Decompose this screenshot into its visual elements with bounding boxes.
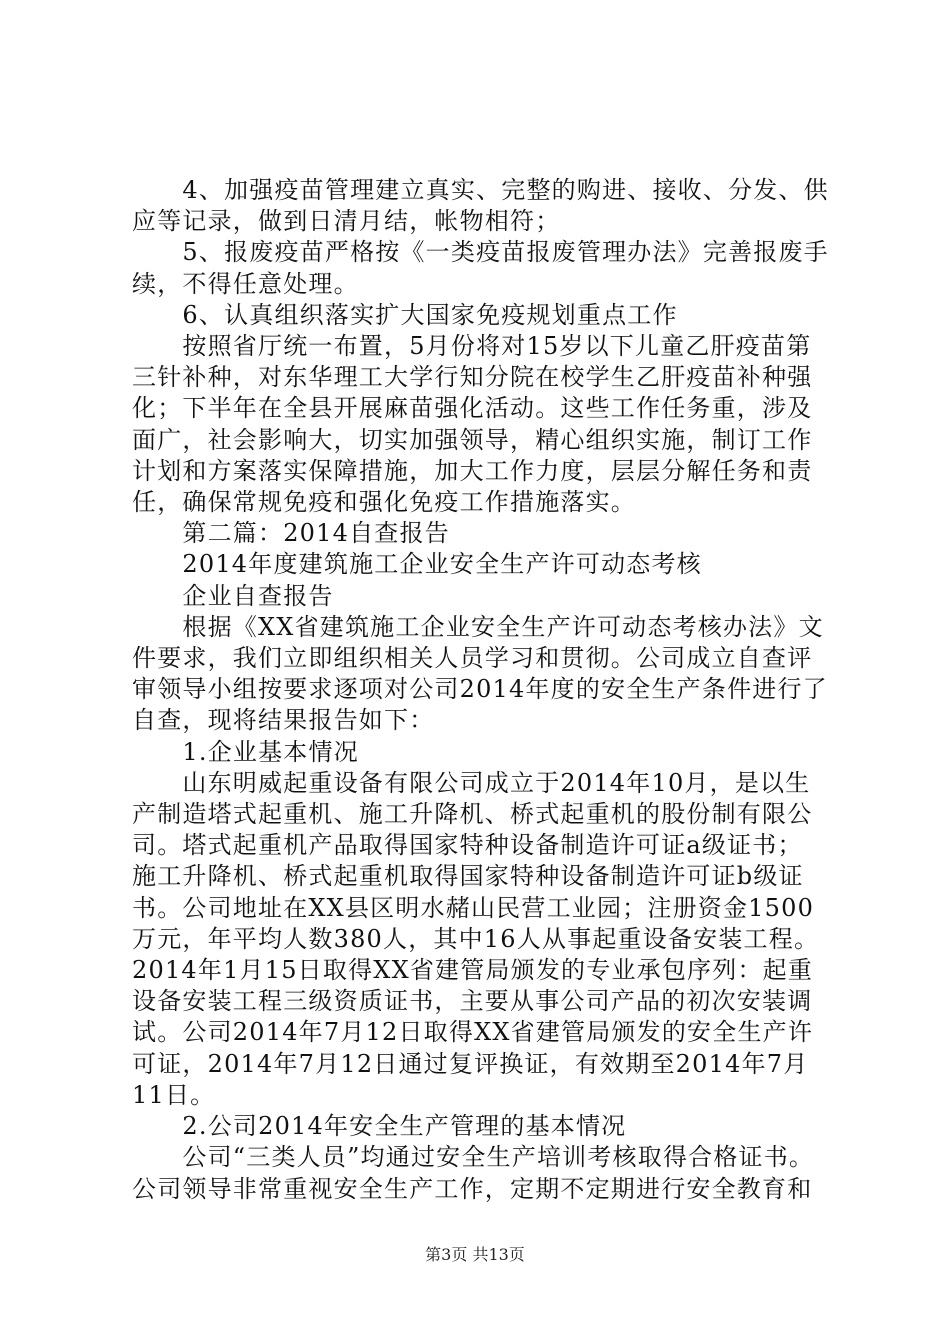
paragraph (132, 768, 832, 1111)
paragraph (132, 518, 832, 549)
text-line: 续，不得任意处理。 (132, 269, 359, 298)
text-line: 设备安装工程三级资质证书，主要从事公司产品的初次安装调 (132, 987, 813, 1016)
text-line: 公司“三类人员”均通过安全生产培训考核取得合格证书。 (132, 1143, 815, 1172)
text-line: 自查，现将结果报告如下： (132, 706, 435, 735)
page-footer (0, 1242, 950, 1265)
paragraph (132, 1142, 832, 1204)
text-line: 件要求，我们立即组织相关人员学习和贯彻。公司成立自查评 (132, 644, 813, 673)
text-line: 山东明威起重设备有限公司成立于2014年10月，是以生 (132, 768, 811, 797)
text-line: 化；下半年在全县开展麻苗强化活动。这些工作任务重，涉及 (132, 394, 813, 423)
paragraph (132, 300, 832, 331)
text-line: 试。公司2014年7月12日取得XX省建管局颁发的安全生产许 (132, 1018, 814, 1047)
text-line: 1.企业基本情况 (132, 737, 359, 766)
text-line: 应等记录，做到日清月结，帐物相符； (132, 207, 561, 236)
paragraph (132, 612, 832, 737)
text-line: 任，确保常规免疫和强化免疫工作措施落实。 (132, 488, 636, 517)
text-line: 11日。 (132, 1080, 216, 1109)
text-line: 司。塔式起重机产品取得国家特种设备制造许可证a级证书； (132, 831, 803, 860)
text-line: 企业自查报告 (132, 581, 334, 610)
text-line: 书。公司地址在XX县区明水赭山民营工业园；注册资金1500 (132, 893, 815, 922)
text-line: 第二篇：2014自查报告 (132, 519, 450, 548)
text-line: 公司领导非常重视安全生产工作，定期不定期进行安全教育和 (132, 1174, 813, 1203)
paragraph (132, 581, 832, 612)
text-line: 2014年1月15日取得XX省建管局颁发的专业承包序列：起重 (132, 956, 814, 985)
paragraph (132, 331, 832, 518)
paragraph (132, 1111, 832, 1142)
text-line: 根据《XX省建筑施工企业安全生产许可动态考核办法》文 (132, 612, 824, 641)
text-line: 按照省厅统一布置，5月份将对15岁以下儿童乙肝疫苗第 (132, 332, 812, 361)
text-line: 计划和方案落实保障措施，加大工作力度，层层分解任务和责 (132, 456, 813, 485)
text-line: 审领导小组按要求逐项对公司2014年度的安全生产条件进行了 (132, 675, 828, 704)
text-line: 6、认真组织落实扩大国家免疫规划重点工作 (132, 300, 678, 329)
paragraph (132, 237, 832, 299)
text-line: 2.公司2014年安全生产管理的基本情况 (132, 1112, 627, 1141)
document-body (132, 175, 832, 1205)
paragraph (132, 175, 832, 237)
text-line: 万元，年平均人数380人，其中16人从事起重设备安装工程。 (132, 924, 820, 953)
paragraph (132, 737, 832, 768)
text-line: 三针补种，对东华理工大学行知分院在校学生乙肝疫苗补种强 (132, 363, 813, 392)
text-line: 4、加强疫苗管理建立真实、完整的购进、接收、分发、供 (132, 176, 829, 204)
page-number-label: 第3页 共13页 (425, 1245, 525, 1264)
text-line: 2014年度建筑施工企业安全生产许可动态考核 (132, 550, 702, 579)
paragraph (132, 549, 832, 580)
text-line: 面广，社会影响大，切实加强领导，精心组织实施，制订工作 (132, 425, 813, 454)
text-line: 施工升降机、桥式起重机取得国家特种设备制造许可证b级证 (132, 862, 804, 891)
text-line: 可证，2014年7月12日通过复评换证，有效期至2014年7月 (132, 1049, 809, 1078)
text-line: 产制造塔式起重机、施工升降机、桥式起重机的股份制有限公 (132, 800, 813, 829)
text-line: 5、报废疫苗严格按《一类疫苗报废管理办法》完善报废手 (132, 238, 829, 267)
